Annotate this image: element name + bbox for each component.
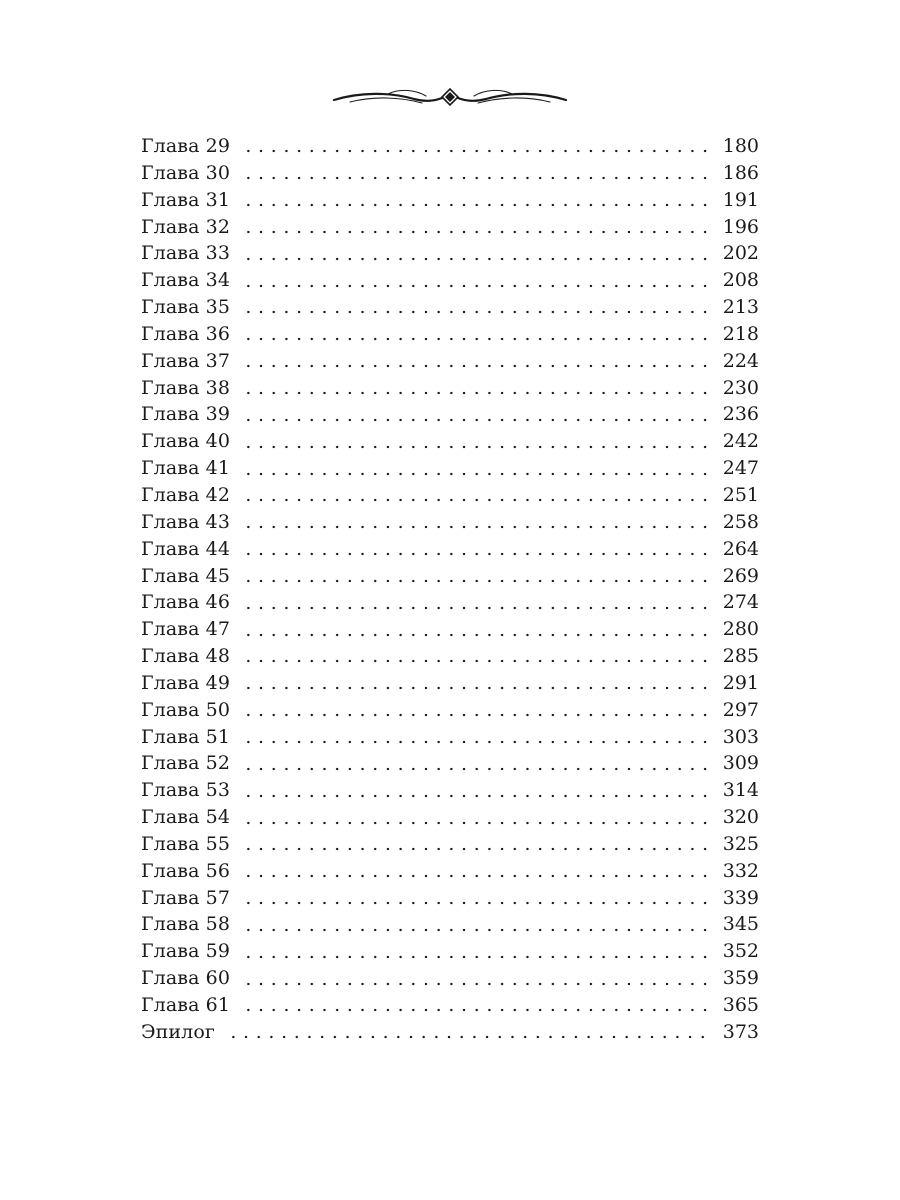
toc-entry-page-number: 314 (722, 779, 759, 802)
toc-entry (141, 750, 759, 777)
toc-entry (141, 697, 759, 724)
toc-entry-label: Глава 32 (141, 215, 231, 238)
toc-entry (141, 777, 759, 804)
toc-entry-label: Глава 59 (141, 940, 231, 963)
toc-entry-label: Глава 50 (141, 698, 231, 721)
toc-entry-label: Глава 46 (141, 591, 231, 614)
toc-entry (141, 375, 759, 402)
toc-entry-page-number: 339 (722, 886, 759, 909)
toc-entry (141, 214, 759, 241)
toc-entry-label: Глава 52 (141, 752, 231, 775)
toc-entry (141, 938, 759, 965)
dot-leader (242, 740, 711, 744)
dot-leader (242, 901, 711, 905)
toc-entry (141, 616, 759, 643)
toc-entry (141, 804, 759, 831)
toc-entry (141, 187, 759, 214)
toc-entry-label: Глава 53 (141, 779, 231, 802)
toc-entry-label: Глава 33 (141, 242, 231, 265)
dot-leader (242, 874, 711, 878)
toc-entry-label: Глава 45 (141, 564, 231, 587)
dot-leader (242, 230, 711, 234)
toc-entry-page-number: 325 (722, 832, 759, 855)
toc-entry-page-number: 373 (722, 1020, 759, 1043)
toc-entry-page-number: 247 (722, 457, 759, 480)
dot-leader (242, 391, 711, 395)
toc-entry-label: Глава 34 (141, 269, 231, 292)
dot-leader (227, 1035, 711, 1039)
toc-entry (141, 1019, 759, 1046)
toc-entry (141, 240, 759, 267)
toc-entry-page-number: 224 (722, 349, 759, 372)
toc-entry-page-number: 280 (722, 618, 759, 641)
toc-entry-page-number: 359 (722, 967, 759, 990)
toc-entry-page-number: 208 (722, 269, 759, 292)
toc-entry (141, 643, 759, 670)
toc-entry (141, 509, 759, 536)
toc-entry (141, 428, 759, 455)
toc-entry-label: Глава 56 (141, 859, 231, 882)
toc-entry-label: Глава 40 (141, 430, 231, 453)
toc-entry (141, 348, 759, 375)
toc-entry-label: Глава 58 (141, 913, 231, 936)
toc-entry-page-number: 218 (722, 322, 759, 345)
dot-leader (242, 472, 711, 476)
dot-leader (242, 767, 711, 771)
toc-entry (141, 133, 759, 160)
toc-entry-page-number: 213 (722, 296, 759, 319)
toc-entry-label: Глава 30 (141, 161, 231, 184)
toc-entry-label: Глава 51 (141, 725, 231, 748)
toc-entry-page-number: 345 (722, 913, 759, 936)
dot-leader (242, 579, 711, 583)
toc-entry-page-number: 269 (722, 564, 759, 587)
toc-entry-page-number: 258 (722, 510, 759, 533)
dot-leader (242, 1008, 711, 1012)
toc-entry (141, 992, 759, 1019)
toc-entry-page-number: 191 (722, 188, 759, 211)
toc-entry-page-number: 202 (722, 242, 759, 265)
toc-entry-label: Глава 38 (141, 376, 231, 399)
toc-entry-page-number: 332 (722, 859, 759, 882)
dot-leader (242, 203, 711, 207)
toc-entry-label: Глава 39 (141, 403, 231, 426)
toc-entry-label: Глава 44 (141, 537, 231, 560)
toc-entry-page-number: 186 (722, 161, 759, 184)
dot-leader (242, 686, 711, 690)
toc-entry-label: Эпилог (141, 1020, 215, 1043)
dot-leader (242, 847, 711, 851)
dot-leader (242, 284, 711, 288)
toc-entry-page-number: 365 (722, 994, 759, 1016)
toc-entry (141, 294, 759, 321)
toc-entry (141, 455, 759, 482)
toc-entry-page-number: 230 (722, 376, 759, 399)
toc-entry (141, 401, 759, 428)
toc-entry-page-number: 320 (722, 806, 759, 829)
toc-entry-label: Глава 57 (141, 886, 231, 909)
toc-entry (141, 267, 759, 294)
dot-leader (242, 659, 711, 663)
dot-leader (242, 445, 711, 449)
dot-leader (242, 821, 711, 825)
dot-leader (242, 955, 711, 959)
toc-entry-page-number: 274 (722, 591, 759, 614)
toc-entry-page-number: 291 (722, 671, 759, 694)
toc-entry (141, 911, 759, 938)
flourish-divider-icon (330, 84, 570, 112)
toc-entry (141, 160, 759, 187)
toc-entry (141, 858, 759, 885)
toc-entry-page-number: 352 (722, 940, 759, 963)
toc-entry-page-number: 196 (722, 215, 759, 238)
toc-entry-page-number: 242 (722, 430, 759, 453)
toc-entry (141, 536, 759, 563)
toc-entry-label: Глава 60 (141, 967, 231, 990)
dot-leader (242, 149, 711, 153)
toc-entry-label: Глава 37 (141, 349, 231, 372)
dot-leader (242, 337, 711, 341)
toc-entry-page-number: 264 (722, 537, 759, 560)
toc-entry-label: Глава 31 (141, 188, 231, 211)
toc-entry-label: Глава 41 (141, 457, 231, 480)
toc-entry (141, 831, 759, 858)
toc-entry (141, 482, 759, 509)
dot-leader (242, 364, 711, 368)
toc-entry-page-number: 236 (722, 403, 759, 426)
toc-entry-label: Глава 47 (141, 618, 231, 641)
dot-leader (242, 794, 711, 798)
toc-entry-label: Глава 35 (141, 296, 231, 319)
toc-entry (141, 563, 759, 590)
toc-entry-page-number: 180 (722, 135, 759, 157)
dot-leader (242, 498, 711, 502)
dot-leader (242, 257, 711, 261)
dot-leader (242, 928, 711, 932)
dot-leader (242, 525, 711, 529)
dot-leader (242, 982, 711, 986)
toc-entry (141, 965, 759, 992)
toc-entry-label: Глава 54 (141, 806, 231, 829)
toc-entry (141, 885, 759, 912)
toc-entry-page-number: 303 (722, 725, 759, 748)
toc-entry (141, 589, 759, 616)
dot-leader (242, 606, 711, 610)
toc-entry (141, 724, 759, 751)
toc-entry-label: Глава 61 (141, 994, 231, 1016)
toc-entry-page-number: 309 (722, 752, 759, 775)
toc-entry-label: Глава 42 (141, 483, 231, 506)
toc-entry-page-number: 285 (722, 645, 759, 668)
toc-entry (141, 670, 759, 697)
toc-entry-label: Глава 49 (141, 671, 231, 694)
toc-entry-page-number: 251 (722, 483, 759, 506)
dot-leader (242, 176, 711, 180)
toc-entry-label: Глава 36 (141, 322, 231, 345)
dot-leader (242, 418, 711, 422)
dot-leader (242, 310, 711, 314)
toc-entry-label: Глава 43 (141, 510, 231, 533)
toc-entry-label: Глава 29 (141, 135, 231, 157)
toc-entry-label: Глава 48 (141, 645, 231, 668)
toc-entry (141, 321, 759, 348)
dot-leader (242, 633, 711, 637)
toc-entry-label: Глава 55 (141, 832, 231, 855)
dot-leader (242, 552, 711, 556)
toc-entry-page-number: 297 (722, 698, 759, 721)
dot-leader (242, 713, 711, 717)
table-of-contents (141, 133, 759, 1046)
